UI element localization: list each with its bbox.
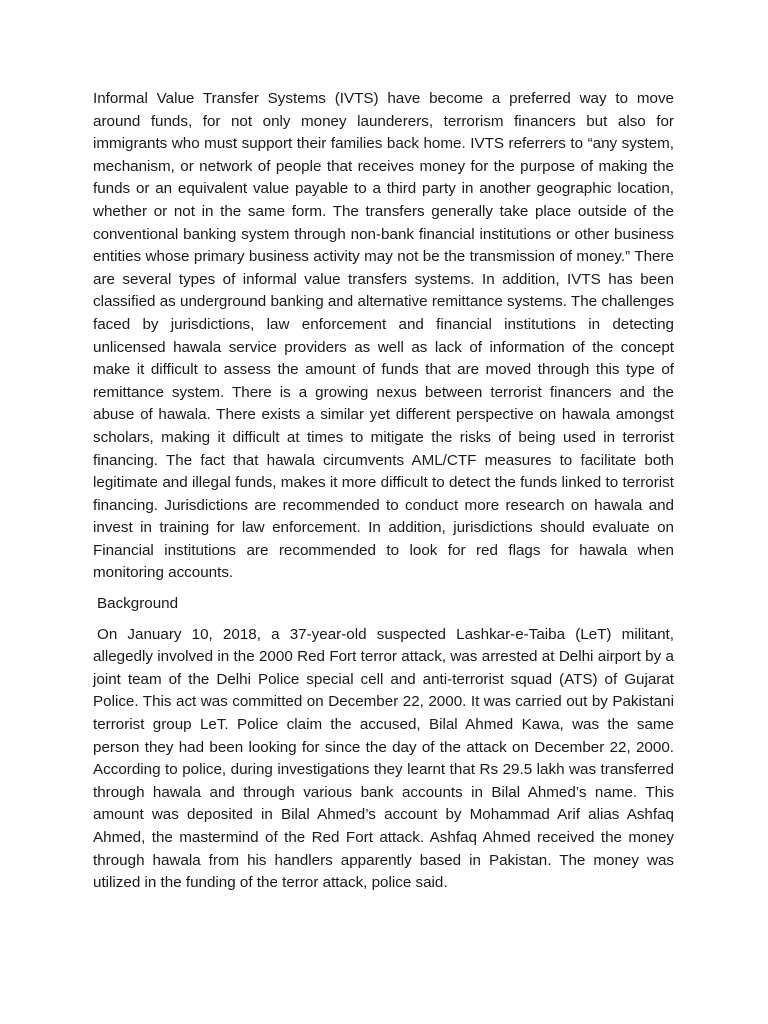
intro-paragraph: Informal Value Transfer Systems (IVTS) have become a preferred way to move around funds, for not only money launderers, terrorism financers but also for immigrants who must support their families back home. IVTS referrers to “any system, mechanism, or network of people that receives money for the purpose of making the funds or an equivalent value payable to a third party in another geographic location, whether or not in the same form. The transfers generally take place outside of the conventional banking system through non-bank financial institutions or other business entities whose primary business activity may not be the transmission of money.” There are several types of informal value transfers systems. In addition, IVTS has been classified as underground banking and alternative remittance systems. The challenges faced by jurisdictions, law enforcement and financial institutions in detecting unlicensed hawala service providers as well as lack of information of the concept make it difficult to assess the amount of funds that are moved through this type of remittance system. There is a growing nexus between terrorist financers and the abuse of hawala. There exists a similar yet different perspective on hawala amongst scholars, making it difficult at times to mitigate the risks of being used in terrorist financing. The fact that hawala circumvents AML/CTF measures to facilitate both legitimate and illegal funds, makes it more difficult to detect the funds linked to terrorist financing. Jurisdictions are recommended to conduct more research on hawala and invest in training for law enforcement. In addition, jurisdictions should evaluate on Financial institutions are recommended to look for red flags for hawala when monitoring accounts. [93,90,674,582]
document-body [93,88,674,895]
section-heading-background: Background [97,595,179,613]
background-paragraph: On January 10, 2018, a 37-year-old suspected Lashkar-e-Taiba (LeT) militant, allegedly involved in the 2000 Red Fort terror attack, was arrested at Delhi airport by a joint team of the Delhi Police special cell and anti-terrorist squad (ATS) of Gujarat Police. This act was committed on December 22, 2000. It was carried out by Pakistani terrorist group LeT. Police claim the accused, Bilal Ahmed Kawa, was the same person they had been looking for since the day of the attack on December 22, 2000. According to police, during investigations they learnt that Rs 29.5 lakh was transferred through hawala and through various bank accounts in Bilal Ahmed’s name. This amount was deposited in Bilal Ahmed’s account by Mohammad Arif alias Ashfaq Ahmed, the mastermind of the Red Fort attack. Ashfaq Ahmed received the money through hawala from his handlers apparently based in Pakistan. The money was utilized in the funding of the terror attack, police said. [93,625,674,892]
